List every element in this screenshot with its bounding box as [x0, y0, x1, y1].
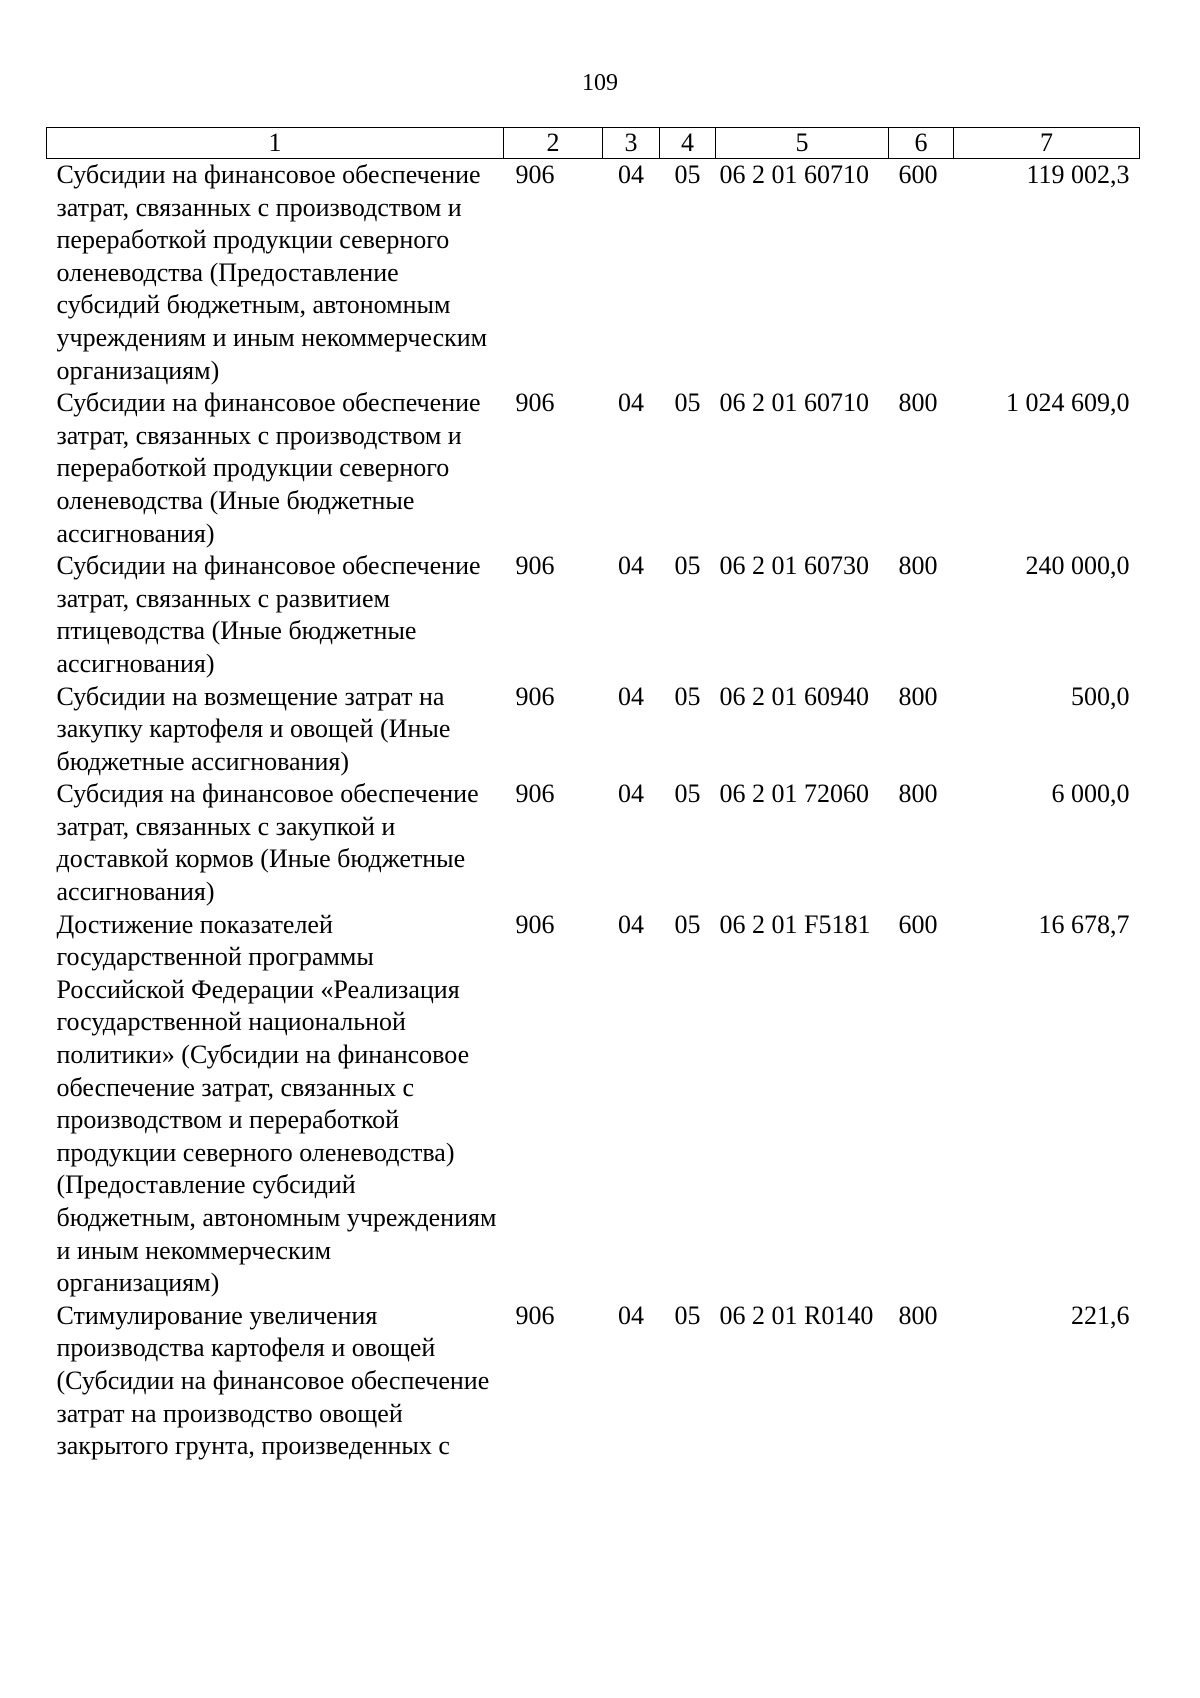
section-code: 04 [618, 1300, 644, 1330]
section-code: 04 [618, 681, 644, 711]
column-header: 7 [954, 128, 1140, 159]
subsection-code: 05 [674, 160, 701, 189]
admin-code: 906 [515, 909, 555, 939]
budget-table [46, 127, 1140, 1463]
section-code: 04 [618, 779, 644, 809]
table-body [47, 159, 1140, 1463]
section-code: 04 [618, 388, 644, 418]
admin-code: 906 [515, 388, 555, 418]
expense-name: Стимулирование увеличения производства картофеля и овощей (Субсидии на финансовое обеспечение затрат на производство овощей закрытого грунта, произведенных с [56, 1300, 490, 1461]
expense-name: Субсидии на финансовое обеспечение затрат, связанных с производством и переработкой продукции северного оленеводства (Предоставление субсидий бюджетным, автономным учреждениям и иным некоммерческим организациям) [56, 160, 488, 385]
target-article-code: 06 2 01 60710 [719, 388, 869, 418]
subsection-code: 05 [674, 1300, 701, 1330]
expense-name: Достижение показателей государственной программы Российской Федерации «Реализация государственной национальной политики» (Субсидии на финансовое обеспечение затрат, связанных с производством и переработкой продукции северного оленеводства) (Предоставление субсидий бюджетным, автономным учреждениям и иным некоммерческим организациям) [56, 909, 497, 1298]
expense-type-code: 800 [898, 681, 938, 711]
table-row [47, 909, 1140, 1300]
table-row [47, 681, 1140, 779]
table-row [47, 1300, 1140, 1463]
amount: 119 002,3 [1026, 160, 1130, 189]
expense-type-code: 800 [898, 1300, 938, 1330]
target-article-code: 06 2 01 60730 [719, 551, 869, 581]
table-row [47, 550, 1140, 680]
admin-code: 906 [515, 779, 555, 809]
subsection-code: 05 [674, 388, 701, 418]
amount: 16 678,7 [1038, 909, 1130, 939]
amount: 500,0 [1071, 681, 1130, 711]
amount: 240 000,0 [1025, 551, 1130, 581]
table-row [47, 159, 1140, 388]
subsection-code: 05 [674, 779, 701, 809]
expense-type-code: 800 [898, 551, 938, 581]
subsection-code: 05 [674, 551, 701, 581]
expense-name: Субсидии на финансовое обеспечение затрат, связанных с производством и переработкой продукции северного оленеводства (Иные бюджетные ассигнования) [56, 388, 481, 548]
admin-code: 906 [515, 160, 555, 189]
admin-code: 906 [515, 681, 555, 711]
expense-type-code: 800 [898, 388, 938, 418]
target-article-code: 06 2 01 60710 [719, 160, 869, 189]
target-article-code: 06 2 01 60940 [719, 681, 869, 711]
table-row [47, 778, 1140, 908]
subsection-code: 05 [674, 909, 701, 939]
column-header: 3 [603, 128, 660, 159]
expense-name: Субсидии на возмещение затрат на закупку картофеля и овощей (Иные бюджетные ассигнования) [56, 681, 451, 776]
target-article-code: 06 2 01 F5181 [719, 909, 871, 939]
section-code: 04 [618, 551, 644, 581]
table-header [47, 128, 1140, 159]
expense-type-code: 600 [898, 909, 938, 939]
column-header: 4 [660, 128, 716, 159]
column-header: 5 [716, 128, 889, 159]
column-header: 2 [504, 128, 603, 159]
admin-code: 906 [515, 551, 555, 581]
header-row [47, 128, 1140, 159]
table-row [47, 387, 1140, 550]
expense-name: Субсидия на финансовое обеспечение затрат, связанных с закупкой и доставкой кормов (Иные бюджетные ассигнования) [56, 779, 479, 907]
expense-name: Субсидии на финансовое обеспечение затрат, связанных с развитием птицеводства (Иные бюджетные ассигнования) [56, 551, 481, 678]
expense-type-code: 600 [898, 160, 938, 189]
admin-code: 906 [515, 1300, 555, 1330]
expense-type-code: 800 [898, 779, 938, 809]
amount: 221,6 [1071, 1300, 1130, 1330]
subsection-code: 05 [674, 681, 701, 711]
column-header: 6 [889, 128, 954, 159]
target-article-code: 06 2 01 72060 [719, 779, 869, 809]
section-code: 04 [618, 909, 644, 939]
target-article-code: 06 2 01 R0140 [719, 1300, 874, 1330]
page-number: 109 [582, 70, 618, 96]
amount: 1 024 609,0 [1006, 388, 1130, 418]
amount: 6 000,0 [1051, 779, 1130, 809]
column-header: 1 [47, 128, 504, 159]
section-code: 04 [618, 160, 644, 189]
